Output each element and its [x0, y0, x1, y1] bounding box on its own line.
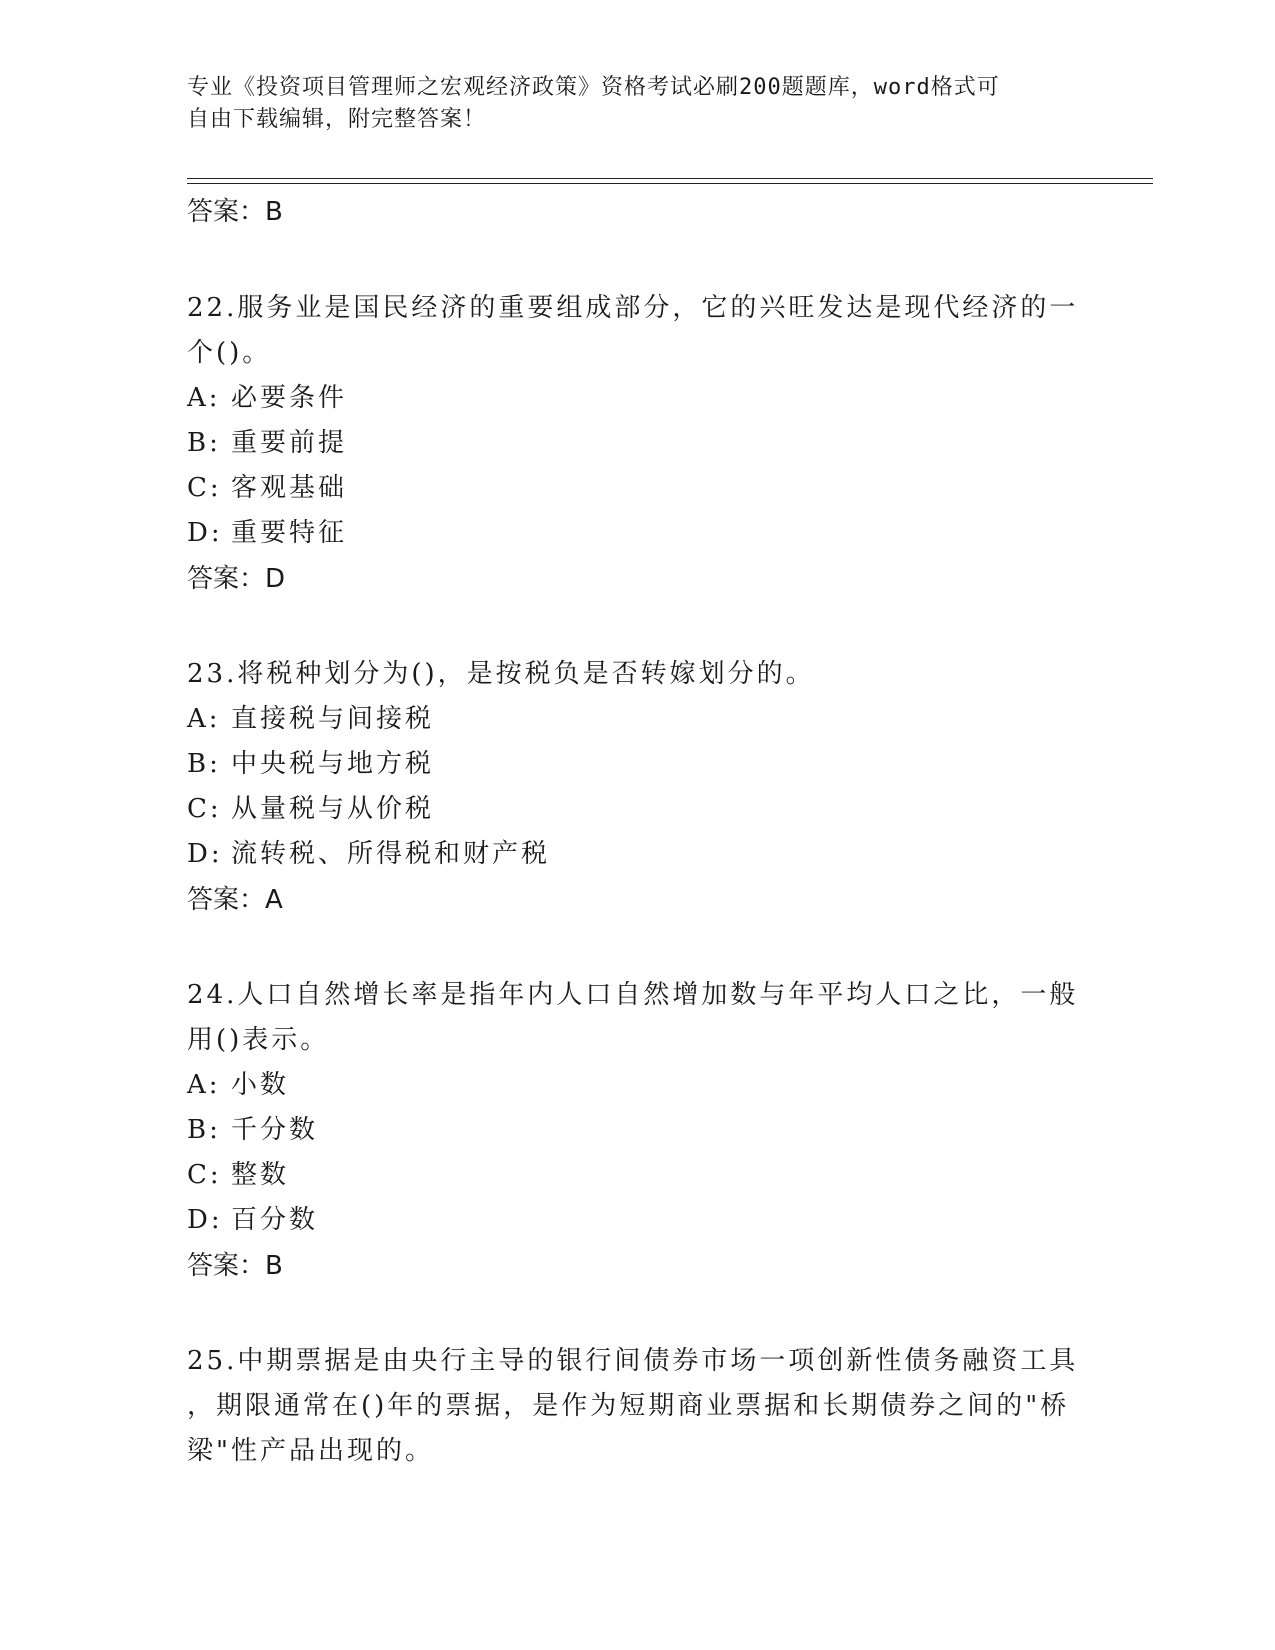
question-text-line: 24.人口自然增长率是指年内人口自然增加数与年平均人口之比，一般	[187, 980, 1079, 1010]
option-c	[187, 1153, 1087, 1198]
option-d	[187, 1198, 1087, 1243]
question-text-line: ，期限通常在()年的票据，是作为短期商业票据和长期债券之间的"桥	[187, 1391, 1070, 1421]
option-b	[187, 421, 1087, 466]
option-text: 客观基础	[231, 473, 348, 503]
answer-line: 答案：D	[187, 564, 286, 594]
option-text: 必要条件	[231, 383, 348, 413]
question-text-line: 25.中期票据是由央行主导的银行间债券市场一项创新性债务融资工具	[187, 1346, 1079, 1376]
header-rule-bottom	[187, 183, 1153, 184]
header-rule-top	[187, 178, 1153, 179]
question-23	[187, 652, 1087, 923]
option-a	[187, 697, 1087, 742]
option-letter: C:	[187, 1160, 222, 1190]
document-header	[187, 72, 1067, 136]
option-text: 整数	[231, 1160, 290, 1190]
document-body	[187, 188, 1087, 1474]
option-letter: D:	[187, 518, 223, 548]
option-text: 千分数	[231, 1115, 319, 1145]
option-a	[187, 376, 1087, 421]
option-letter: B:	[187, 749, 221, 779]
option-d	[187, 832, 1087, 877]
option-letter: A:	[187, 383, 221, 413]
option-letter: A:	[187, 1070, 221, 1100]
answer-line: 答案：A	[187, 885, 283, 915]
option-text: 流转税、所得税和财产税	[231, 839, 551, 869]
question-text-line: 用()表示。	[187, 1025, 330, 1055]
option-letter: A:	[187, 704, 221, 734]
question-text-line: 23.将税种划分为()，是按税负是否转嫁划分的。	[187, 659, 815, 689]
question-24	[187, 973, 1087, 1289]
option-b	[187, 1108, 1087, 1153]
option-letter: D:	[187, 839, 223, 869]
option-letter: B:	[187, 1115, 221, 1145]
option-text: 重要前提	[231, 428, 348, 458]
question-text-line: 个()。	[187, 338, 272, 368]
option-c	[187, 787, 1087, 832]
option-a	[187, 1063, 1087, 1108]
question-text-line: 22.服务业是国民经济的重要组成部分，它的兴旺发达是现代经济的一	[187, 293, 1079, 323]
question-25	[187, 1339, 1087, 1474]
option-text: 直接税与间接税	[231, 704, 435, 734]
previous-answer: 答案：B	[187, 197, 283, 227]
option-c	[187, 466, 1087, 511]
option-text: 从量税与从价税	[231, 794, 435, 824]
option-d	[187, 511, 1087, 556]
option-letter: C:	[187, 794, 222, 824]
option-text: 重要特征	[231, 518, 348, 548]
header-line-2: 自由下载编辑，附完整答案！	[187, 107, 487, 132]
option-text: 中央税与地方税	[231, 749, 435, 779]
option-letter: C:	[187, 473, 222, 503]
option-text: 小数	[231, 1070, 290, 1100]
header-line-1: 专业《投资项目管理师之宏观经济政策》资格考试必刷200题题库，word格式可	[187, 75, 1000, 100]
question-text-line: 梁"性产品出现的。	[187, 1436, 434, 1466]
option-text: 百分数	[231, 1205, 319, 1235]
option-letter: B:	[187, 428, 221, 458]
option-b	[187, 742, 1087, 787]
question-22	[187, 286, 1087, 602]
option-letter: D:	[187, 1205, 223, 1235]
answer-line: 答案：B	[187, 1251, 283, 1281]
